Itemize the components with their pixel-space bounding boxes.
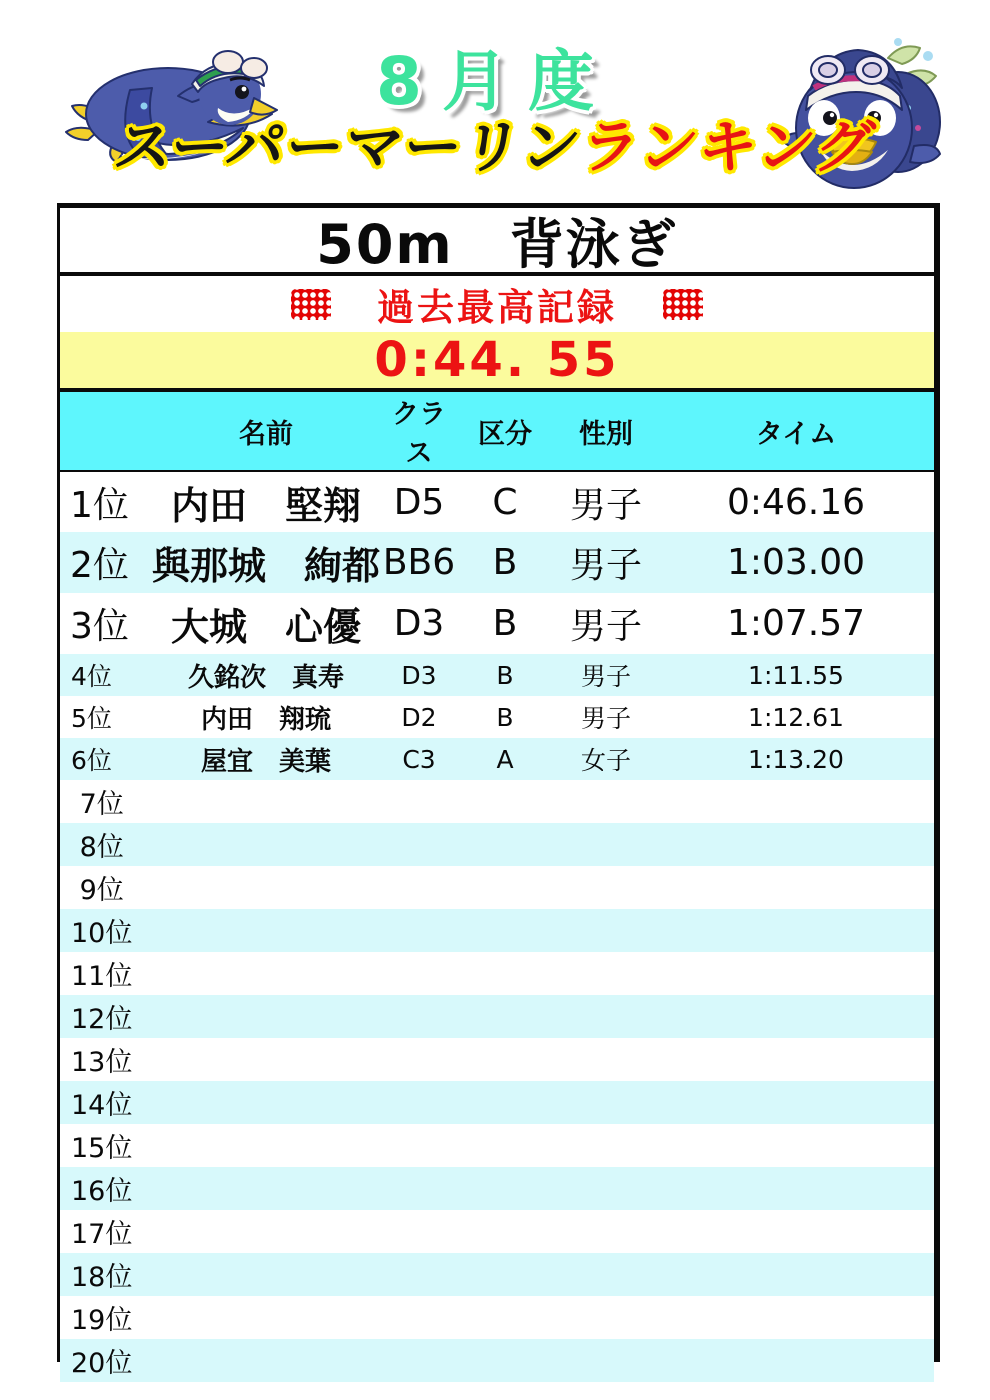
table-row	[60, 1124, 934, 1167]
ranking-table	[60, 392, 934, 1382]
cell-rank: 5位	[71, 704, 112, 733]
cell-time	[658, 780, 934, 823]
cell-division	[456, 1339, 554, 1382]
cell-name	[150, 1339, 382, 1382]
cell-rank: 9位	[71, 875, 124, 906]
cell-gender	[554, 952, 658, 995]
table-row	[60, 1167, 934, 1210]
cell-rank: 13位	[71, 1047, 133, 1078]
cell-name	[150, 866, 382, 909]
cell-division: B	[456, 532, 554, 593]
table-row	[60, 995, 934, 1038]
cell-time	[658, 823, 934, 866]
cell-rank: 6位	[60, 738, 150, 780]
cell-gender	[554, 995, 658, 1038]
cell-division: B	[456, 654, 554, 696]
cell-time: 1:13.20	[658, 738, 934, 780]
cell-time	[658, 1081, 934, 1124]
cell-time	[658, 1210, 934, 1253]
cell-time	[658, 866, 934, 909]
record-label: 過去最高記録	[377, 286, 617, 329]
cell-name	[150, 780, 382, 823]
cell-division: A	[456, 738, 554, 780]
cell-division	[456, 952, 554, 995]
table-row	[60, 952, 934, 995]
table-row	[60, 696, 934, 738]
cell-class	[382, 1124, 456, 1167]
cell-gender: 男子	[554, 532, 658, 593]
table-row	[60, 1038, 934, 1081]
cell-division: B	[492, 603, 518, 644]
cell-division: C	[492, 481, 518, 523]
table-row	[60, 1253, 934, 1296]
cell-gender	[554, 1253, 658, 1296]
cell-time	[658, 1296, 934, 1339]
cell-gender	[554, 1210, 658, 1253]
cell-division	[456, 1081, 554, 1124]
cell-rank: 16位	[60, 1167, 150, 1210]
cell-class	[382, 952, 456, 995]
table-row	[60, 780, 934, 823]
table-row	[60, 532, 934, 593]
cell-division	[456, 995, 554, 1038]
cell-time: 1:11.55	[658, 654, 934, 696]
cell-gender: 男子	[580, 704, 631, 733]
cell-time	[658, 909, 934, 952]
event-title: 50m 背泳ぎ	[60, 208, 934, 276]
ranking-title	[0, 100, 990, 184]
cell-division	[456, 1253, 554, 1296]
cell-class	[382, 1081, 456, 1124]
cell-name	[150, 995, 382, 1038]
cell-time	[658, 995, 934, 1038]
table-row	[60, 1296, 934, 1339]
cell-class	[382, 866, 456, 909]
cell-gender	[554, 1339, 658, 1382]
cell-class	[382, 823, 456, 866]
cell-division	[456, 1296, 554, 1339]
cell-gender: 女子	[554, 738, 658, 780]
cell-class: D3	[382, 654, 456, 696]
cell-class	[382, 1038, 456, 1081]
cell-time: 1:07.57	[726, 603, 866, 644]
header-time: タイム	[658, 392, 934, 471]
cell-gender: 男子	[569, 484, 642, 526]
cell-rank: 1位	[70, 484, 129, 526]
table-row	[60, 866, 934, 909]
cell-name	[150, 1081, 382, 1124]
cell-time: 1:12.61	[748, 702, 844, 732]
ranking-title-black: スーパーマーリン	[109, 113, 586, 181]
cell-time	[658, 1167, 934, 1210]
cell-name	[150, 1038, 382, 1081]
table-header	[60, 392, 934, 471]
cell-name	[150, 1253, 382, 1296]
cell-name	[150, 1167, 382, 1210]
banner	[0, 0, 990, 203]
cell-rank: 15位	[71, 1133, 133, 1164]
cell-gender	[554, 1296, 658, 1339]
table-row	[60, 738, 934, 780]
cell-name	[150, 952, 382, 995]
cell-division	[456, 866, 554, 909]
month-title: 8月度	[376, 43, 614, 120]
cell-rank: 8位	[60, 823, 150, 866]
cell-rank: 19位	[71, 1305, 133, 1336]
cell-rank: 2位	[60, 532, 150, 593]
ranking-title-red: ランキング	[575, 113, 879, 181]
header-class: クラス	[382, 392, 456, 471]
cell-time	[658, 1339, 934, 1382]
cell-division	[456, 909, 554, 952]
cell-time: 0:46.16	[726, 481, 866, 523]
cell-division	[456, 1210, 554, 1253]
cell-gender	[554, 909, 658, 952]
cell-gender: 男子	[569, 606, 642, 647]
cell-class	[382, 1296, 456, 1339]
table-row	[60, 593, 934, 654]
table-row	[60, 471, 934, 532]
checkered-icon	[291, 289, 331, 320]
cell-division	[456, 780, 554, 823]
cell-name: 大城 心優	[170, 604, 361, 649]
record-time: 0:44. 55	[60, 332, 934, 392]
ranking-board	[57, 203, 940, 1379]
table-row	[60, 1210, 934, 1253]
cell-time	[658, 1253, 934, 1296]
record-label-row	[60, 276, 934, 332]
cell-name: 屋宜 美葉	[150, 738, 382, 780]
cell-gender	[554, 780, 658, 823]
cell-class: D5	[393, 481, 445, 523]
cell-rank: 14位	[60, 1081, 150, 1124]
cell-rank: 12位	[60, 995, 150, 1038]
cell-name	[150, 909, 382, 952]
cell-time	[658, 1038, 934, 1081]
cell-division	[456, 1167, 554, 1210]
header-division: 区分	[456, 392, 554, 471]
table-row	[60, 654, 934, 696]
cell-name: 久銘次 真寿	[150, 654, 382, 696]
cell-gender	[554, 1038, 658, 1081]
header-gender: 性別	[554, 392, 658, 471]
cell-class	[382, 909, 456, 952]
cell-gender	[554, 823, 658, 866]
cell-time	[658, 1124, 934, 1167]
cell-class	[382, 995, 456, 1038]
cell-gender	[554, 1081, 658, 1124]
cell-gender: 男子	[554, 654, 658, 696]
header-name: 名前	[150, 392, 382, 471]
cell-class	[382, 1167, 456, 1210]
cell-class	[382, 1253, 456, 1296]
table-row	[60, 1081, 934, 1124]
cell-rank: 17位	[71, 1219, 133, 1250]
ranking-rows	[60, 471, 934, 1382]
cell-gender	[554, 866, 658, 909]
cell-class: D3	[393, 603, 445, 644]
cell-time	[658, 952, 934, 995]
table-row	[60, 823, 934, 866]
cell-time: 1:03.00	[658, 532, 934, 593]
cell-rank: 7位	[71, 789, 124, 820]
cell-class	[382, 780, 456, 823]
cell-class: BB6	[382, 532, 456, 593]
cell-name	[150, 1210, 382, 1253]
cell-division: B	[496, 702, 514, 732]
cell-division	[456, 823, 554, 866]
checkered-icon	[663, 289, 703, 320]
cell-name: 與那城 絢都	[150, 532, 382, 593]
cell-name	[150, 1296, 382, 1339]
cell-class	[382, 1210, 456, 1253]
cell-class	[382, 1339, 456, 1382]
cell-division	[456, 1124, 554, 1167]
table-row	[60, 909, 934, 952]
cell-gender	[554, 1167, 658, 1210]
table-header-row	[60, 392, 934, 471]
cell-rank: 18位	[60, 1253, 150, 1296]
cell-name: 内田 堅翔	[170, 482, 361, 528]
cell-class: C3	[382, 738, 456, 780]
cell-rank: 11位	[71, 961, 133, 992]
cell-name: 内田 翔琉	[200, 704, 331, 735]
cell-gender	[554, 1124, 658, 1167]
cell-class: D2	[401, 702, 437, 732]
cell-rank: 4位	[60, 654, 150, 696]
cell-rank: 3位	[70, 606, 129, 647]
cell-rank: 10位	[60, 909, 150, 952]
cell-name	[150, 823, 382, 866]
cell-name	[150, 1124, 382, 1167]
cell-rank: 20位	[60, 1339, 150, 1382]
cell-division	[456, 1038, 554, 1081]
header-rank	[60, 392, 150, 471]
table-row	[60, 1339, 934, 1382]
